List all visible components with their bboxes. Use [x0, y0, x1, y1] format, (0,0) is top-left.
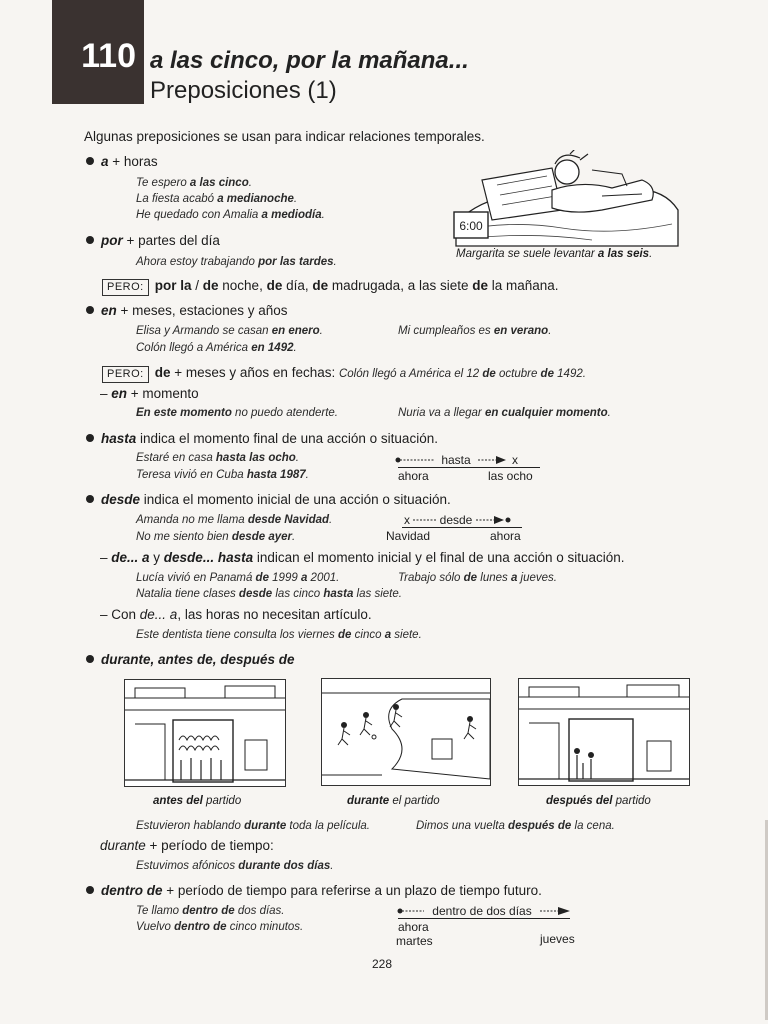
- example-line: Natalia tiene clases desde las cinco hasta las siete.: [136, 588, 402, 600]
- example-line: Amanda no me llama desde Navidad.: [136, 514, 333, 526]
- caption-after-match: después del partido: [546, 795, 651, 807]
- bullet-icon: [86, 495, 94, 503]
- section-durante-heading: durante, antes de, después de: [86, 652, 295, 667]
- example-line: Elisa y Armando se casan en enero.: [136, 325, 323, 337]
- example-line: Ahora estoy trabajando por las tardes.: [136, 256, 337, 268]
- timeline-left-label: Navidad: [386, 529, 431, 543]
- timeline-end-mark: x: [512, 453, 518, 467]
- intro-text: Algunas preposiciones se usan para indicar relaciones temporales.: [84, 129, 485, 144]
- unit-title: a las cinco, por la mañana...: [150, 47, 469, 74]
- section-por-heading: por + partes del día: [86, 233, 220, 248]
- section-a-heading: a + horas: [86, 154, 158, 169]
- example-line: Vuelvo dentro de cinco minutos.: [136, 921, 304, 933]
- example-line: Teresa vivió en Cuba hasta 1987.: [136, 469, 309, 481]
- durante-periodo-subheading: durante + período de tiempo:: [100, 838, 274, 853]
- timeline-start-mark: x: [404, 513, 410, 527]
- example-line: Trabajo sólo de lunes a jueves.: [398, 572, 557, 584]
- timeline-right-label: las ocho: [488, 469, 533, 483]
- timeline-label: desde: [439, 513, 473, 527]
- timeline-axis: [398, 918, 570, 919]
- timeline-right-label: ahora: [490, 529, 521, 543]
- example-line: Estuvimos afónicos durante dos días.: [136, 860, 334, 872]
- illustration-caption: Margarita se suele levantar a las seis.: [456, 248, 653, 260]
- timeline-left-label: ahora: [398, 469, 429, 483]
- bullet-icon: [86, 157, 94, 165]
- timeline-label: dentro de dos días: [432, 904, 532, 918]
- example-line: Estuvieron hablando durante toda la película.: [136, 820, 370, 832]
- example-line: La fiesta acabó a medianoche.: [136, 193, 298, 205]
- example-line: Estaré en casa hasta las ocho.: [136, 452, 299, 464]
- section-desde-heading: desde indica el momento inicial de una acción o situación.: [86, 492, 451, 507]
- timeline-axis: [398, 467, 540, 468]
- timeline-axis: [402, 527, 522, 528]
- match-in-progress-illustration: [321, 678, 491, 786]
- example-line: Te espero a las cinco.: [136, 177, 252, 189]
- section-en-heading: en + meses, estaciones y años: [86, 303, 287, 318]
- unit-number: 110: [81, 37, 136, 75]
- example-line: Mi cumpleaños es en verano.: [398, 325, 552, 337]
- stadium-before-match-illustration: [124, 679, 286, 787]
- pero-note: PERO: por la / de noche, de día, de madrugada, a las siete de la mañana.: [102, 278, 559, 296]
- timeline-right-label: jueves: [540, 932, 575, 946]
- example-line: Este dentista tiene consulta los viernes de cinco a siete.: [136, 629, 422, 641]
- pero-label: PERO:: [102, 366, 149, 383]
- pero-label: PERO:: [102, 279, 149, 296]
- example-line: Nuria va a llegar en cualquier momento.: [398, 407, 611, 419]
- section-hasta-heading: hasta indica el momento final de una acción o situación.: [86, 431, 438, 446]
- example-line: En este momento no puedo atenderte.: [136, 407, 339, 419]
- example-line: Lucía vivió en Panamá de 1999 a 2001.: [136, 572, 340, 584]
- example-line: No me siento bien desde ayer.: [136, 531, 296, 543]
- example-line: Te llamo dentro de dos días.: [136, 905, 285, 917]
- bullet-icon: [86, 306, 94, 314]
- timeline-left-label: ahora: [398, 920, 429, 934]
- woman-waking-illustration: [452, 150, 680, 248]
- section-dentro-heading: dentro de + período de tiempo para referirse a un plazo de tiempo futuro.: [86, 883, 542, 898]
- desde-timeline: [402, 512, 522, 528]
- caption-before-match: antes del partido: [153, 795, 242, 807]
- de-a-subheading: – Con de... a, las horas no necesitan artículo.: [100, 607, 372, 622]
- hasta-timeline: [394, 452, 524, 468]
- clock-display: 6:00: [459, 219, 483, 233]
- pero-note: PERO: de + meses y años en fechas: Colón llegó a América el 12 de octubre de 1492.: [102, 365, 586, 383]
- en-momento-subheading: – en + momento: [100, 386, 199, 401]
- example-line: Dimos una vuelta después de la cena.: [416, 820, 615, 832]
- stadium-after-match-illustration: [518, 678, 690, 786]
- bullet-icon: [86, 655, 94, 663]
- example-line: He quedado con Amalia a mediodía.: [136, 209, 325, 221]
- unit-subtitle: Preposiciones (1): [150, 77, 337, 104]
- timeline-left-label-2: martes: [396, 934, 433, 948]
- unit-number-box: [52, 0, 144, 104]
- bullet-icon: [86, 236, 94, 244]
- example-line: Colón llegó a América en 1492.: [136, 342, 297, 354]
- bullet-icon: [86, 434, 94, 442]
- dentro-timeline: [396, 903, 576, 919]
- caption-during-match: durante el partido: [347, 795, 440, 807]
- bullet-icon: [86, 886, 94, 894]
- page-number: 228: [372, 957, 393, 971]
- desde-hasta-subheading: – de... a y desde... hasta indican el momento inicial y el final de una acción o situación.: [100, 550, 625, 565]
- timeline-label: hasta: [441, 453, 471, 467]
